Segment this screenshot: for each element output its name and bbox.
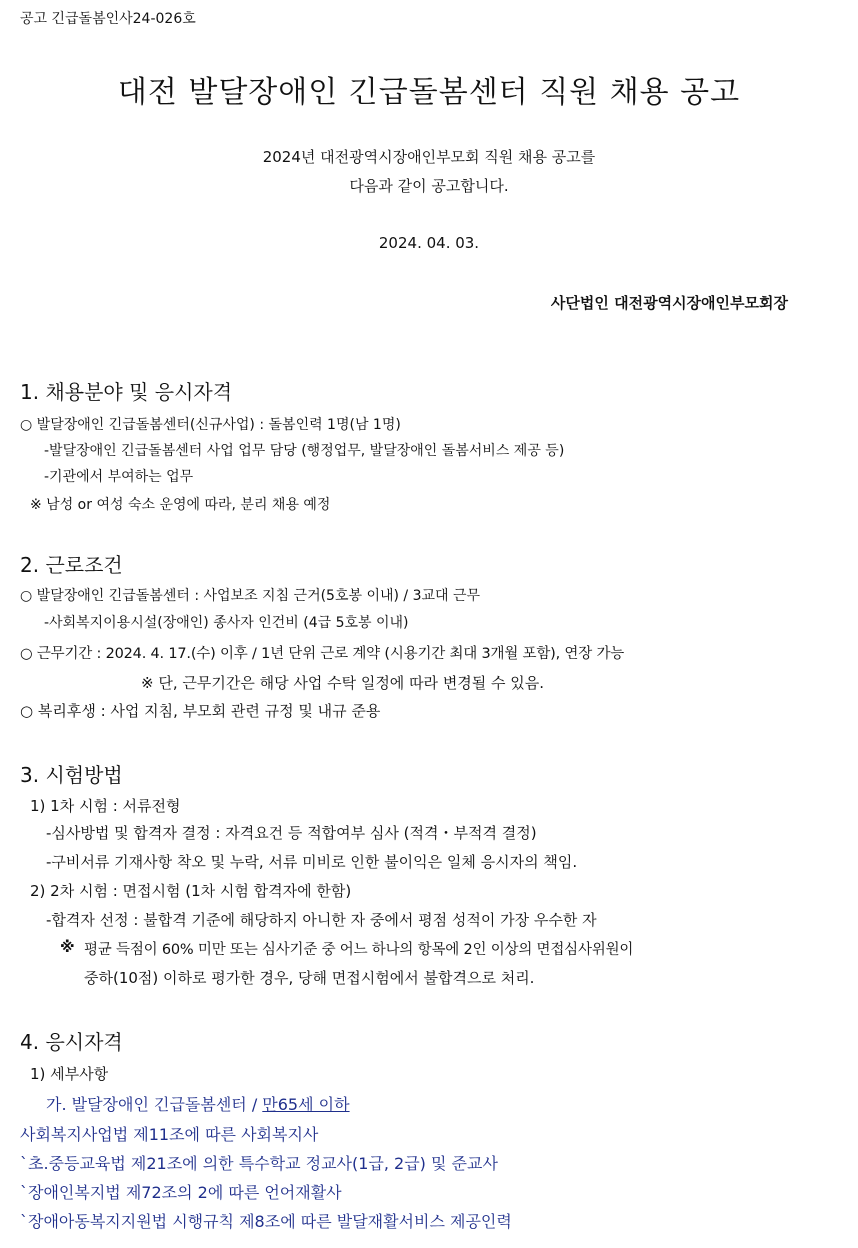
- intro-line-1: 2024년 대전광역시장애인부모회 직원 채용 공고를: [262, 148, 596, 166]
- section-1-heading: 1. 채용분야 및 응시자격: [20, 380, 233, 404]
- section-4-line-3: `장애인복지법 제72조의 2에 따른 언어재활사: [20, 1183, 342, 1202]
- section-2-line-4: ※ 단, 근무기간은 해당 사업 수탁 일정에 따라 변경될 수 있음.: [141, 674, 545, 692]
- section-3-line-5: -합격자 선정 : 불합격 기준에 해당하지 아니한 자 중에서 평점 성적이 가장 우수한 자: [46, 911, 597, 929]
- section-4-heading: 4. 응시자격: [20, 1030, 123, 1054]
- section-4-item-a-age-limit: 만65세 이하: [262, 1095, 350, 1114]
- section-4-line-4: `장애아동복지지원법 시행규칙 제8조에 따른 발달재활서비스 제공인력: [20, 1212, 512, 1231]
- section-1-note: ※ 남성 or 여성 숙소 운영에 따라, 분리 채용 예정: [30, 497, 331, 513]
- section-4-sub: 1) 세부사항: [30, 1065, 109, 1083]
- section-4-line-2: `초.중등교육법 제21조에 의한 특수학교 정교사(1급, 2급) 및 준교사: [20, 1154, 498, 1173]
- section-2-line-3: ○ 근무기간 : 2024. 4. 17.(수) 이후 / 1년 단위 근로 계약 (시용기간 최대 3개월 포함), 연장 가능: [20, 646, 625, 662]
- section-1-line-3: -기관에서 부여하는 업무: [44, 469, 194, 485]
- section-3-note-line-2: 중하(10점) 이하로 평가한 경우, 당해 면접시험에서 불합격으로 처리.: [84, 969, 535, 987]
- page-title: 대전 발달장애인 긴급돌봄센터 직원 채용 공고: [117, 75, 741, 110]
- section-3-note-mark: ※: [60, 938, 75, 956]
- doc-number: 공고 긴급돌봄인사24-026호: [20, 11, 196, 27]
- section-1-line-1: ○ 발달장애인 긴급돌봄센터(신규사업) : 돌봄인력 1명(남 1명): [20, 417, 401, 433]
- issuer-name: 사단법인 대전광역시장애인부모회장: [550, 294, 788, 312]
- section-3-line-4: 2) 2차 시험 : 면접시험 (1차 시험 합격자에 한함): [30, 882, 352, 900]
- section-3-line-2: -심사방법 및 합격자 결정 : 자격요건 등 적합여부 심사 (적격・부적격 결정): [46, 824, 537, 842]
- section-4-line-1: 사회복지사업법 제11조에 따른 사회복지사: [20, 1125, 319, 1144]
- announcement-date: 2024. 04. 03.: [378, 234, 480, 252]
- section-2-heading: 2. 근로조건: [20, 553, 123, 577]
- section-3-line-3: -구비서류 기재사항 착오 및 누락, 서류 미비로 인한 불이익은 일체 응시자의 책임.: [46, 853, 578, 871]
- section-2-line-5: ○ 복리후생 : 사업 지침, 부모회 관련 규정 및 내규 준용: [20, 702, 381, 720]
- intro-line-2: 다음과 같이 공고합니다.: [349, 177, 509, 195]
- section-3-line-1: 1) 1차 시험 : 서류전형: [30, 797, 181, 815]
- section-4-item-a-prefix: 가. 발달장애인 긴급돌봄센터 /: [46, 1095, 263, 1114]
- section-3-note-line-1: 평균 득점이 60% 미만 또는 심사기준 중 어느 하나의 항목에 2인 이상의 면접심사위원이: [84, 942, 634, 958]
- section-4-item-a: [46, 1092, 350, 1115]
- section-2-line-1: ○ 발달장애인 긴급돌봄센터 : 사업보조 지침 근거(5호봉 이내) / 3교대 근무: [20, 588, 481, 604]
- section-1-line-2: -발달장애인 긴급돌봄센터 사업 업무 담당 (행정업무, 발달장애인 돌봄서비스 제공 등): [44, 443, 565, 459]
- section-2-line-2: -사회복지이용시설(장애인) 종사자 인건비 (4급 5호봉 이내): [44, 615, 409, 631]
- section-3-heading: 3. 시험방법: [20, 763, 123, 787]
